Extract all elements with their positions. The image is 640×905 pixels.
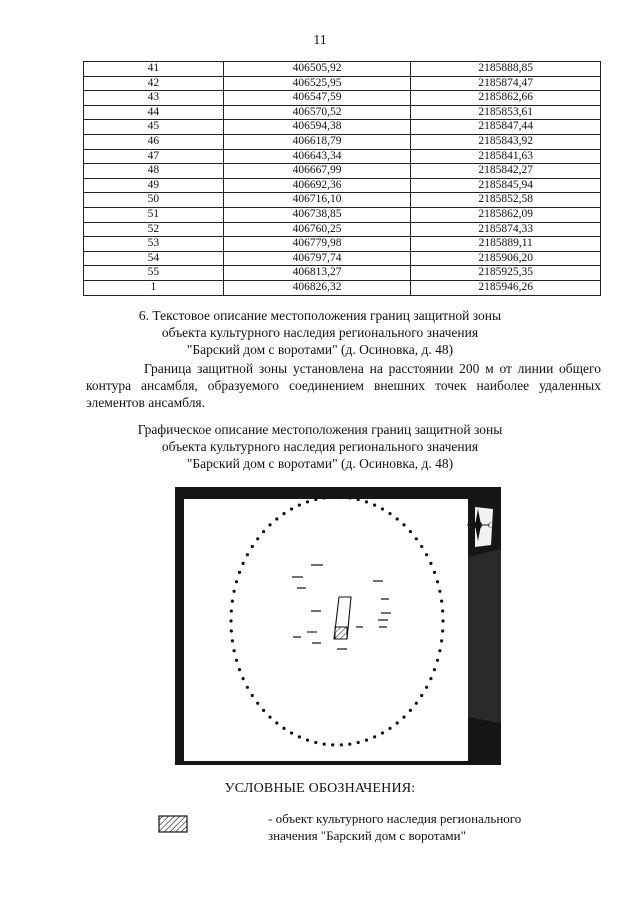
boundary-point [388, 512, 391, 515]
legend-item-text [268, 810, 568, 844]
boundary-point [275, 517, 278, 520]
y-coordinate-cell: 2185906,20 [411, 251, 601, 266]
point-number-cell: 51 [84, 207, 224, 222]
table-row [84, 178, 601, 193]
y-coordinate-cell: 2185925,35 [411, 266, 601, 281]
boundary-point [409, 709, 412, 712]
y-coordinate-cell: 2185874,33 [411, 222, 601, 237]
boundary-point [436, 580, 439, 583]
point-number-cell: 55 [84, 266, 224, 281]
y-coordinate-cell: 2185888,85 [411, 62, 601, 77]
coordinates-table [83, 61, 601, 296]
point-number-cell: 41 [84, 62, 224, 77]
x-coordinate-cell: 406525,95 [223, 76, 411, 91]
boundary-point [231, 600, 234, 603]
boundary-point [402, 716, 405, 719]
boundary-point [381, 507, 384, 510]
boundary-point [233, 649, 236, 652]
boundary-point [246, 686, 249, 689]
table-row [84, 222, 601, 237]
x-coordinate-cell: 406797,74 [223, 251, 411, 266]
point-number-cell: 45 [84, 120, 224, 135]
boundary-point [415, 702, 418, 705]
legend-hatch-icon [158, 815, 188, 833]
boundary-point [314, 741, 317, 744]
point-number-cell: 47 [84, 149, 224, 164]
y-coordinate-cell: 2185862,09 [411, 207, 601, 222]
boundary-point [230, 609, 233, 612]
boundary-point [348, 743, 351, 746]
point-number-cell: 54 [84, 251, 224, 266]
x-coordinate-cell: 406692,36 [223, 178, 411, 193]
graphic-heading-line: объекта культурного наследия регионального значения [161, 439, 479, 454]
boundary-point [268, 716, 271, 719]
y-coordinate-cell: 2185847,44 [411, 120, 601, 135]
north-label: С [488, 521, 494, 530]
x-coordinate-cell: 406618,79 [223, 134, 411, 149]
point-number-cell: 52 [84, 222, 224, 237]
boundary-point [340, 496, 343, 499]
point-number-cell: 53 [84, 237, 224, 252]
y-coordinate-cell: 2185889,11 [411, 237, 601, 252]
point-number-cell: 49 [84, 178, 224, 193]
y-coordinate-cell: 2185843,92 [411, 134, 601, 149]
point-number-cell: 43 [84, 91, 224, 106]
boundary-point [357, 498, 360, 501]
x-coordinate-cell: 406667,99 [223, 164, 411, 179]
boundary-point [402, 523, 405, 526]
boundary-point [282, 512, 285, 515]
x-coordinate-cell: 406594,38 [223, 120, 411, 135]
y-coordinate-cell: 2185842,27 [411, 164, 601, 179]
point-number-cell: 48 [84, 164, 224, 179]
boundary-point [282, 727, 285, 730]
boundary-point [396, 517, 399, 520]
graphic-heading-line: Графическое описание местоположения границ защитной зоны [137, 422, 503, 437]
boundary-point [409, 530, 412, 533]
boundary-point [438, 590, 441, 593]
boundary-point [242, 677, 245, 680]
boundary-point [373, 504, 376, 507]
boundary-point [357, 741, 360, 744]
boundary-point [440, 600, 443, 603]
boundary-point [235, 659, 238, 662]
table-row [84, 76, 601, 91]
x-coordinate-cell: 406779,98 [223, 237, 411, 252]
boundary-point [235, 580, 238, 583]
boundary-point [441, 609, 444, 612]
boundary-point [440, 639, 443, 642]
map-dark-edge [468, 549, 501, 723]
point-number-cell: 46 [84, 134, 224, 149]
point-number-cell: 50 [84, 193, 224, 208]
section-6-heading [0, 307, 640, 358]
boundary-point [433, 668, 436, 671]
point-number-cell: 1 [84, 280, 224, 295]
boundary-point [306, 500, 309, 503]
point-number-cell: 42 [84, 76, 224, 91]
boundary-point [415, 537, 418, 540]
section-6-heading-line: "Барский дом с воротами" (д. Осиновка, д. 48) [186, 342, 454, 357]
y-coordinate-cell: 2185874,47 [411, 76, 601, 91]
boundary-point [425, 686, 428, 689]
table-row [84, 266, 601, 281]
table-row [84, 164, 601, 179]
boundary-point [251, 545, 254, 548]
y-coordinate-cell: 2185845,94 [411, 178, 601, 193]
table-row [84, 91, 601, 106]
boundary-point [256, 537, 259, 540]
boundary-point [314, 498, 317, 501]
boundary-point [256, 702, 259, 705]
table-row [84, 120, 601, 135]
map-field [184, 499, 468, 761]
x-coordinate-cell: 406505,92 [223, 62, 411, 77]
boundary-point [298, 735, 301, 738]
boundary-point [365, 500, 368, 503]
x-coordinate-cell: 406716,10 [223, 193, 411, 208]
boundary-point [262, 530, 265, 533]
x-coordinate-cell: 406738,85 [223, 207, 411, 222]
zone-map [175, 487, 501, 765]
graphic-heading-line: "Барский дом с воротами" (д. Осиновка, д. 48) [186, 456, 454, 471]
boundary-point [396, 721, 399, 724]
boundary-point [425, 553, 428, 556]
boundary-point [275, 721, 278, 724]
boundary-point [436, 659, 439, 662]
table-row [84, 105, 601, 120]
section-6-heading-line: 6. Текстовое описание местоположения границ защитной зоны [138, 308, 502, 323]
table-row [84, 237, 601, 252]
boundary-point [242, 562, 245, 565]
section-6-heading-line: объекта культурного наследия регионального значения [161, 325, 479, 340]
table-row [84, 149, 601, 164]
x-coordinate-cell: 406570,52 [223, 105, 411, 120]
table-row [84, 134, 601, 149]
boundary-description: Граница защитной зоны установлена на расстоянии 200 м от линии общего контура ансамбля, образуемого соединением внешних точек наиболее удаленных элементов ансамбля. [86, 361, 601, 410]
boundary-point [238, 571, 241, 574]
y-coordinate-cell: 2185862,66 [411, 91, 601, 106]
boundary-point [340, 743, 343, 746]
x-coordinate-cell: 406760,25 [223, 222, 411, 237]
boundary-point [230, 629, 233, 632]
legend-item-line: - объект культурного наследия регионального [268, 811, 522, 826]
boundary-point [433, 571, 436, 574]
boundary-point [441, 619, 444, 622]
x-coordinate-cell: 406813,27 [223, 266, 411, 281]
boundary-point [246, 553, 249, 556]
table-row [84, 251, 601, 266]
boundary-point [290, 507, 293, 510]
boundary-point [233, 590, 236, 593]
boundary-point [268, 523, 271, 526]
table-row [84, 193, 601, 208]
boundary-point [229, 619, 232, 622]
table-row [84, 207, 601, 222]
boundary-point [438, 649, 441, 652]
boundary-point [388, 727, 391, 730]
boundary-point [331, 496, 334, 499]
boundary-point [251, 694, 254, 697]
boundary-point [238, 668, 241, 671]
boundary-point [381, 731, 384, 734]
boundary-point [441, 629, 444, 632]
boundary-point [420, 545, 423, 548]
table-row [84, 62, 601, 77]
boundary-point [365, 739, 368, 742]
boundary-point [262, 709, 265, 712]
x-coordinate-cell: 406547,59 [223, 91, 411, 106]
y-coordinate-cell: 2185852,58 [411, 193, 601, 208]
x-coordinate-cell: 406643,34 [223, 149, 411, 164]
boundary-point [298, 504, 301, 507]
boundary-point [348, 496, 351, 499]
boundary-point [373, 735, 376, 738]
boundary-point [306, 739, 309, 742]
boundary-point [290, 731, 293, 734]
boundary-point [420, 694, 423, 697]
y-coordinate-cell: 2185853,61 [411, 105, 601, 120]
legend-title: УСЛОВНЫЕ ОБОЗНАЧЕНИЯ: [224, 781, 416, 796]
boundary-point [429, 562, 432, 565]
boundary-point [429, 677, 432, 680]
legend-item-line: значения "Барский дом с воротами" [268, 828, 466, 843]
page-number: 11 [313, 33, 327, 48]
boundary-point [331, 743, 334, 746]
table-row [84, 280, 601, 295]
graphic-heading [0, 421, 640, 472]
x-coordinate-cell: 406826,32 [223, 280, 411, 295]
boundary-point [231, 639, 234, 642]
y-coordinate-cell: 2185841,63 [411, 149, 601, 164]
boundary-point [323, 496, 326, 499]
boundary-point [323, 743, 326, 746]
point-number-cell: 44 [84, 105, 224, 120]
y-coordinate-cell: 2185946,26 [411, 280, 601, 295]
